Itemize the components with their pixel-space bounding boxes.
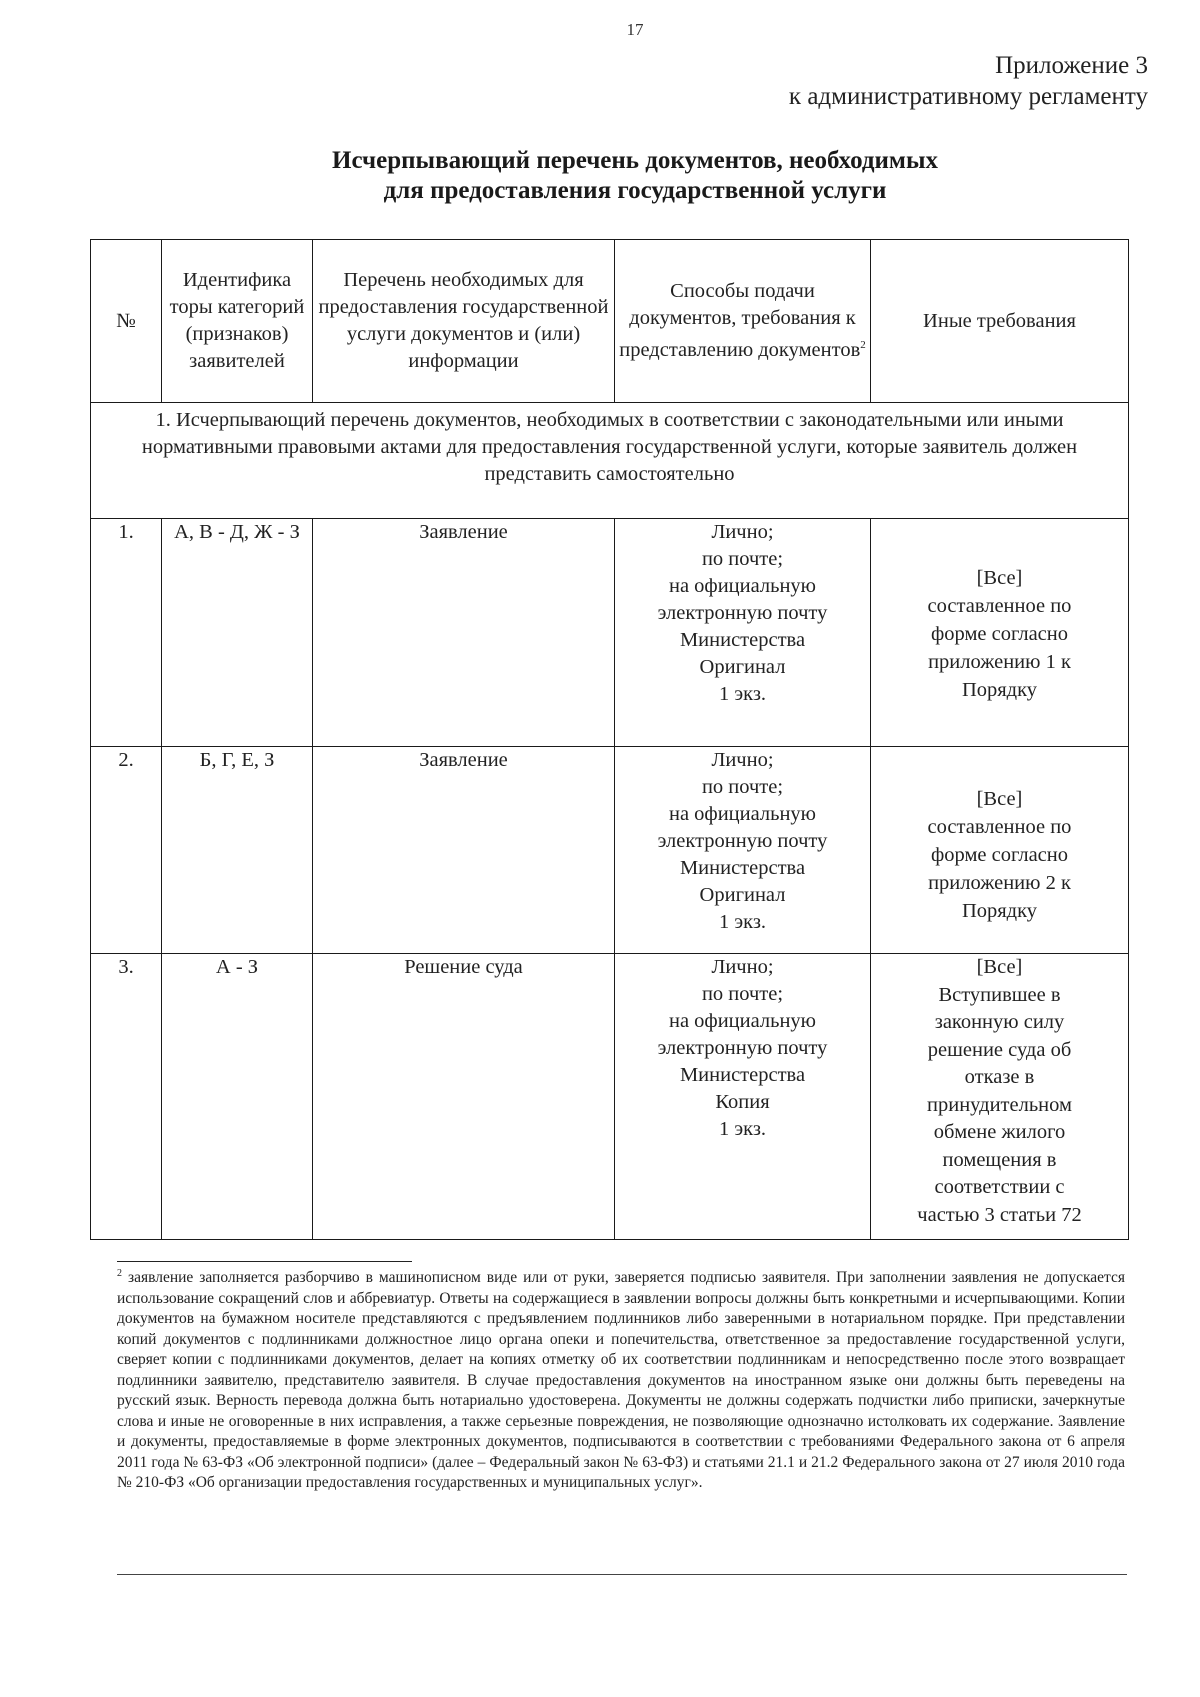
title-line-1: Исчерпывающий перечень документов, необходимых xyxy=(332,147,938,174)
row-submission xyxy=(615,954,871,1240)
requirement-line: составленное по xyxy=(927,595,1072,617)
header-footnote-mark: 2 xyxy=(860,339,866,352)
requirement-line: Порядку xyxy=(961,900,1038,922)
requirement-line: составленное по xyxy=(927,816,1072,838)
footnote-mark: 2 xyxy=(117,1268,122,1279)
section-title: 1. Исчерпывающий перечень документов, необходимых в соответствии с законодательными или иными нормативными правовыми актами для предоставления государственной услуги, которые заявитель должен представить самостоятельно xyxy=(91,403,1129,519)
requirement-line: соответствии с xyxy=(934,1176,1065,1198)
submission-line: на официальную xyxy=(668,1010,817,1032)
row-submission xyxy=(615,747,871,954)
row-number: 3. xyxy=(91,954,162,1240)
header-number: № xyxy=(91,240,162,403)
submission-line: электронную почту xyxy=(657,830,828,852)
submission-line: Копия xyxy=(715,1091,770,1113)
requirement-line: приложению 1 к xyxy=(928,651,1071,673)
submission-line: Министерства xyxy=(679,857,806,879)
title-line-2: для предоставления государственной услуги xyxy=(383,177,887,204)
row-other-requirements xyxy=(871,747,1129,954)
submission-line: Министерства xyxy=(679,629,806,651)
submission-line: по почте; xyxy=(701,983,784,1005)
row-document: Решение суда xyxy=(313,954,615,1240)
submission-line: Лично; xyxy=(711,956,774,978)
header-submission-methods xyxy=(615,240,871,403)
row-other-requirements xyxy=(871,519,1129,747)
submission-line: электронную почту xyxy=(657,602,828,624)
requirement-line: [Все] xyxy=(976,956,1023,978)
submission-line: Оригинал xyxy=(699,656,786,678)
header-applicant-ids: Идентифика торы категорий (признаков) заявителей xyxy=(162,240,313,403)
requirement-line: решение суда об xyxy=(927,1038,1072,1061)
requirement-line: помещения в xyxy=(942,1148,1057,1171)
requirement-line: отказе в xyxy=(964,1066,1035,1088)
requirement-line: частью 3 статьи 72 xyxy=(917,1203,1082,1226)
table-row xyxy=(91,954,1129,1240)
table-row xyxy=(91,519,1129,747)
row-number: 1. xyxy=(91,519,162,747)
requirement-line: Порядку xyxy=(961,679,1038,701)
header-other-requirements: Иные требования xyxy=(871,240,1129,403)
page-number: 17 xyxy=(626,20,644,39)
row-applicant-ids: Б, Г, Е, З xyxy=(162,747,313,954)
submission-line: 1 экз. xyxy=(718,1118,767,1140)
submission-line: 1 экз. xyxy=(718,911,767,933)
documents-table xyxy=(90,239,1129,1240)
row-applicant-ids: А - З xyxy=(162,954,313,1240)
submission-line: на официальную xyxy=(668,803,817,825)
requirement-line: форме согласно xyxy=(930,844,1069,866)
appendix-line-2: к административному регламенту xyxy=(788,83,1148,110)
row-document: Заявление xyxy=(313,747,615,954)
row-number: 2. xyxy=(91,747,162,954)
submission-line: по почте; xyxy=(701,776,784,798)
requirement-line: [Все] xyxy=(976,788,1023,810)
requirement-line: законную силу xyxy=(934,1011,1065,1033)
requirement-line: принудительном xyxy=(927,1093,1072,1116)
submission-line: 1 экз. xyxy=(718,683,767,705)
row-document: Заявление xyxy=(313,519,615,747)
requirement-line: Вступившее в xyxy=(938,983,1061,1006)
submission-line: по почте; xyxy=(701,548,784,570)
requirement-line: форме согласно xyxy=(930,623,1069,645)
requirement-line: [Все] xyxy=(976,567,1023,589)
document-title xyxy=(0,146,1200,206)
requirement-line: обмене жилого xyxy=(933,1121,1066,1143)
submission-line: Лично; xyxy=(711,749,774,771)
submission-line: Министерства xyxy=(679,1064,806,1086)
row-other-requirements xyxy=(871,954,1129,1240)
table-row xyxy=(91,747,1129,954)
requirement-line: приложению 2 к xyxy=(928,872,1071,894)
header-documents-list: Перечень необходимых для предоставления государственной услуги документов и (или) информации xyxy=(313,240,615,403)
footnote-separator xyxy=(117,1261,412,1262)
appendix-heading xyxy=(789,50,1148,112)
row-submission xyxy=(615,519,871,747)
submission-line: Лично; xyxy=(711,521,774,543)
submission-line: на официальную xyxy=(668,575,817,597)
footnote xyxy=(117,1264,1125,1494)
appendix-line-1: Приложение 3 xyxy=(995,52,1148,79)
submission-line: электронную почту xyxy=(657,1037,828,1059)
table-header-row xyxy=(91,240,1129,403)
footnote-text: заявление заполняется разборчиво в машинописном виде или от руки, заверяется подписью заявителя. При заполнении заявления не допускается использование сокращений слов и аббревиатур. Ответы на содержащиеся в заявлении вопросы должны быть конкретными и исчерпывающими. Копии документов на бумажном носителе представляются с предъявлением подлинников либо заверенными в нотариальном порядке. При представлении копий документов с подлинниками должностное лицо органа опеки и попечительства, ответственное за предоставление государственной услуги, сверяет копии с подлинниками документов, делает на копиях отметку об их соответствии подлинникам и непосредственно после этого возвращает подлинники заявителю, представителю заявителя. В случае предоставления документов на иностранном языке они должны быть переведены на русский язык. Верность перевода должна быть нотариально удостоверена. Документы не должны содержать подчистки либо приписки, зачеркнутые слова и иные не оговоренные в них исправления, а также серьезные повреждения, не позволяющие однозначно истолковать их содержание. Заявление и документы, предоставляемые в форме электронных документов, подписываются в соответствии с требованиями Федерального закона от 6 апреля 2011 года № 63-ФЗ «Об электронной подписи» (далее – Федеральный закон № 63-ФЗ) и статьями 21.1 и 21.2 Федерального закона от 27 июля 2010 года № 210-ФЗ «Об организации предоставления государственных и муниципальных услуг». xyxy=(117,1269,1125,1492)
row-applicant-ids: А, В - Д, Ж - З xyxy=(162,519,313,747)
submission-line: Оригинал xyxy=(699,884,786,906)
bottom-rule xyxy=(117,1574,1127,1575)
header-submission-label: Способы подачи документов, требования к представлению документов xyxy=(619,280,861,361)
section-row xyxy=(91,403,1129,519)
